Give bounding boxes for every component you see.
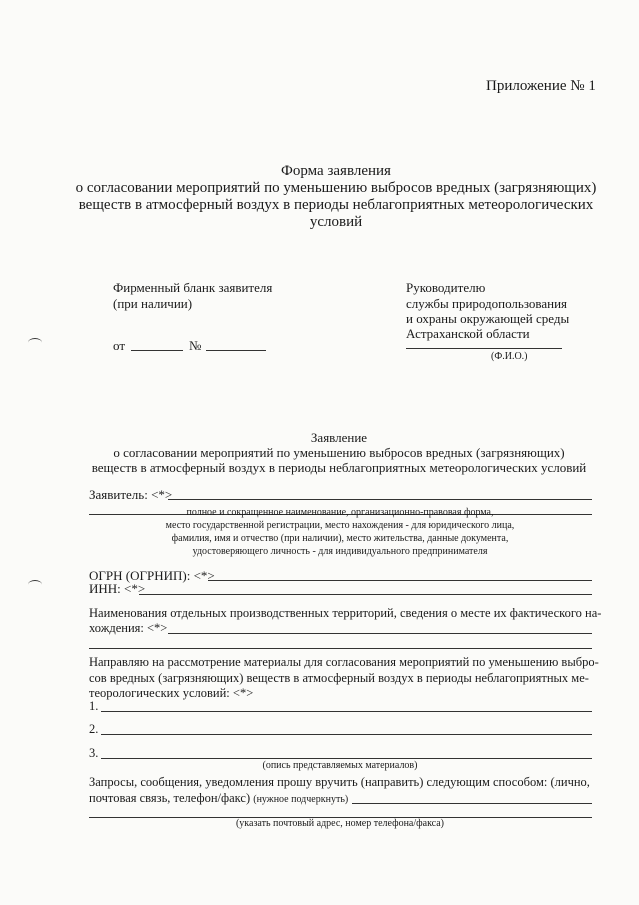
form-title-line-3: веществ в атмосферный воздух в периоды неблагоприятных метеорологических	[78, 197, 594, 213]
delivery-hint: (указать почтовый адрес, номер телефона/факса)	[235, 818, 445, 829]
materials-hint: (опись представляемых материалов)	[262, 760, 418, 771]
territories-field-line-2[interactable]	[89, 648, 592, 649]
materials-line-3: теорологических условий: <*>	[89, 686, 254, 700]
delivery-underline-hint: (нужное подчеркнуть)	[253, 794, 349, 805]
inn-field[interactable]	[139, 594, 592, 595]
territories-line-2: хождения: <*>	[89, 621, 168, 635]
delivery-line-1: Запросы, сообщения, уведомления прошу вручить (направить) следующим способом: (лично,	[89, 775, 590, 789]
addressee-line-1: Руководителю	[406, 280, 486, 295]
form-title-line-2: о согласовании мероприятий по уменьшению выбросов вредных (загрязняющих)	[75, 180, 597, 196]
materials-item-1-field[interactable]	[101, 711, 592, 712]
number-field[interactable]	[206, 350, 266, 351]
applicant-hint-2: место государственной регистрации, место нахождения - для юридического лица,	[165, 520, 515, 531]
materials-item-2-number: 2.	[89, 722, 99, 736]
applicant-hint-1: полное и сокращенное наименование, организационно-правовая форма,	[186, 507, 494, 518]
form-title-line-1: Форма заявления	[281, 163, 391, 179]
materials-item-1-number: 1.	[89, 699, 99, 713]
applicant-field[interactable]	[168, 499, 592, 500]
ogrn-label: ОГРН (ОГРНИП): <*>	[89, 568, 215, 583]
application-subtitle-line-2: о согласовании мероприятий по уменьшению выбросов вредных (загрязняющих)	[113, 445, 565, 460]
applicant-label: Заявитель: <*>	[89, 487, 173, 502]
date-field[interactable]	[131, 350, 183, 351]
application-subtitle-line-3: веществ в атмосферный воздух в периоды неблагоприятных метеорологических условий	[91, 460, 587, 475]
applicant-hint-3: фамилия, имя и отчество (при наличии), место жительства, данные документа,	[171, 533, 509, 544]
letterhead-line-2: (при наличии)	[113, 296, 193, 311]
from-label: от	[113, 338, 126, 353]
materials-line-2: сов вредных (загрязняющих) веществ в атмосферный воздух в периоды неблагоприятных ме-	[89, 671, 589, 685]
number-label: №	[189, 338, 202, 353]
ogrn-field[interactable]	[208, 580, 592, 581]
delivery-methods[interactable]: почтовая связь, телефон/факс)	[89, 791, 251, 805]
appendix-label: Приложение № 1	[486, 78, 596, 94]
delivery-method-options[interactable]	[89, 791, 348, 806]
territories-field[interactable]	[168, 633, 592, 634]
punch-hole-mark	[28, 338, 42, 347]
application-title: Заявление	[310, 430, 368, 445]
addressee-line-4: Астраханской области	[406, 326, 530, 341]
delivery-field[interactable]	[352, 803, 592, 804]
applicant-hint-4: удостоверяющего личность - для индивидуального предпринимателя	[192, 546, 488, 557]
inn-label: ИНН: <*>	[89, 581, 146, 596]
fio-hint: (Ф.И.О.)	[491, 351, 528, 362]
addressee-line-2: службы природопользования	[406, 296, 568, 311]
materials-item-2-field[interactable]	[101, 734, 592, 735]
punch-hole-mark	[28, 580, 42, 589]
materials-item-3-field[interactable]	[101, 758, 592, 759]
materials-item-3-number: 3.	[89, 746, 99, 760]
materials-line-1: Направляю на рассмотрение материалы для согласования мероприятий по уменьшению выбро-	[89, 655, 599, 669]
fio-field[interactable]	[406, 348, 562, 349]
territories-line-1: Наименования отдельных производственных территорий, сведения о месте их фактического на-	[89, 606, 602, 620]
addressee-line-3: и охраны окружающей среды	[406, 311, 570, 326]
letterhead-line-1: Фирменный бланк заявителя	[113, 280, 273, 295]
form-title-line-4: условий	[309, 214, 363, 230]
